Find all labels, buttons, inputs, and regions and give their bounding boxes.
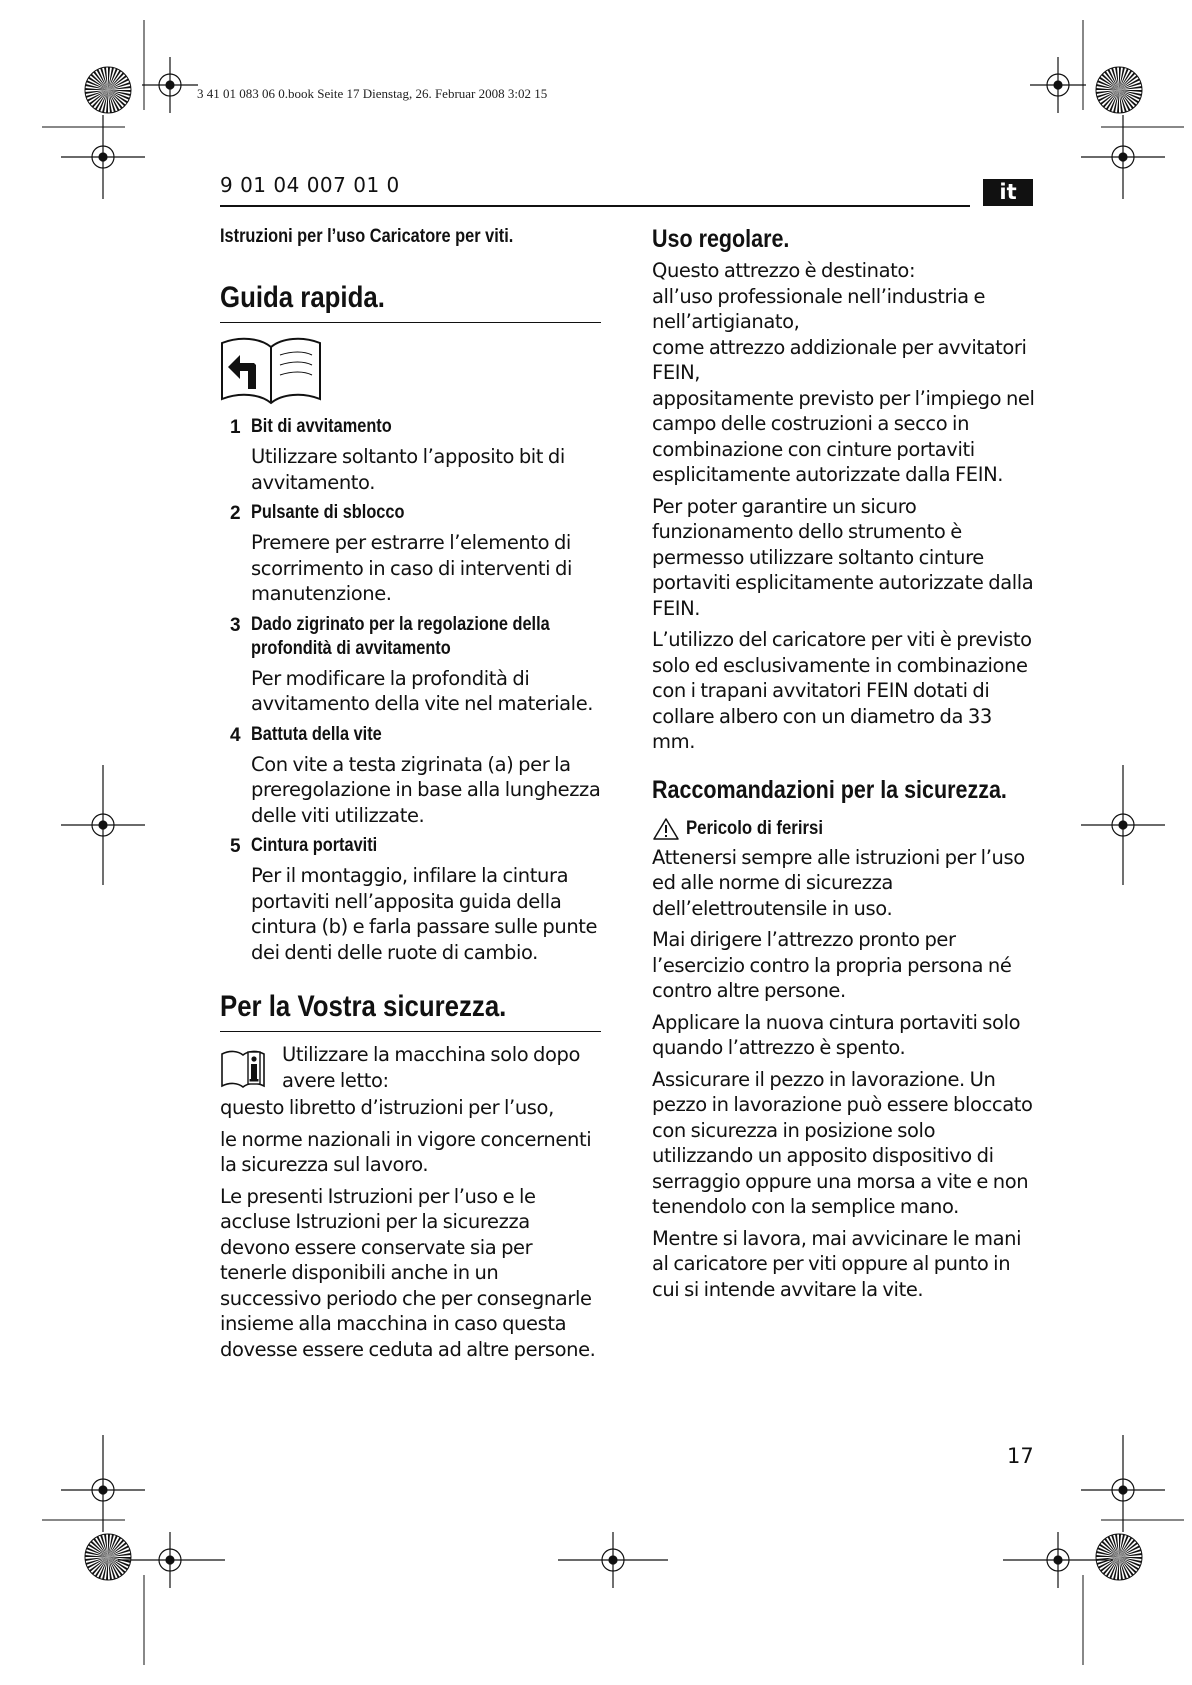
quick-guide-list <box>230 415 601 965</box>
starburst-mark <box>1096 67 1142 113</box>
safety-recommendation-paragraph: Mentre si lavora, mai avvicinare le mani al caricatore per viti oppure al punto in cui si intende avvitare la vite. <box>652 1226 1022 1301</box>
item-title: Battuta della vite <box>251 723 382 745</box>
list-item: 1 Bit di avvitamento Utilizzare soltanto l’apposito bit di avvitamento. <box>230 415 601 495</box>
safety-paragraph: le norme nazionali in vigore concernenti la sicurezza sul lavoro. <box>220 1127 592 1176</box>
quick-guide-rule <box>220 322 601 323</box>
safety-intro-text: Utilizzare la macchina solo dopo avere letto: <box>282 1043 581 1092</box>
intended-use-title: Uso regolare. <box>652 225 790 253</box>
item-description: Utilizzare soltanto l’apposito bit di avvitamento. <box>251 445 565 494</box>
document-subtitle: Istruzioni per l’uso Caricatore per viti. <box>220 226 514 247</box>
starburst-mark <box>85 67 131 113</box>
item-title: Cintura portaviti <box>251 835 378 856</box>
item-title: Dado zigrinato per la regolazione della profondità di avvitamento <box>251 613 550 659</box>
warning-heading <box>652 817 1038 841</box>
page-number: 17 <box>1007 1444 1034 1468</box>
intended-use-paragraph: Questo attrezzo è destinato: <box>652 259 916 282</box>
item-description: Per il montaggio, infilare la cintura portaviti nell’apposita guida della cintura (b) e farla passare sulle punte dei denti delle ruote di cambio. <box>251 864 598 964</box>
warning-title: Pericolo di ferirsi <box>686 817 824 839</box>
safety-title: Per la Vostra sicurezza. <box>220 990 507 1023</box>
safety-recommendation-paragraph: Assicurare il pezzo in lavorazione. Un pezzo in lavorazione può essere bloccato con sicurezza in posizione solo utilizzando un apposito dispositivo di serraggio oppure una morsa a vite e non tenendolo con la semplice mano. <box>652 1067 1033 1218</box>
safety-recommendation-paragraph: Attenersi sempre alle istruzioni per l’uso ed alle norme di sicurezza dell’elettroutensile in uso. <box>652 845 1025 920</box>
list-item: 3 Dado zigrinato per la regolazione della profondità di avvitamento Per modificare la profondità di avvitamento della vite nel materiale. <box>230 613 601 717</box>
safety-recommendation-paragraph: Mai dirigere l’attrezzo pronto per l’esercizio contro la propria persona né contro altre persone. <box>652 928 1012 1002</box>
item-description: Per modificare la profondità di avvitamento della vite nel materiale. <box>251 666 594 715</box>
intended-use-paragraph: L’utilizzo del caricatore per viti è previsto solo ed esclusivamente in combinazione con i trapani avvitatori FEIN dotati di collare albero con un diametro da 33 mm. <box>652 628 1032 753</box>
list-item: 5 Cintura portaviti Per il montaggio, infilare la cintura portaviti nell’apposita guida della cintura (b) e farla passare sulle punte dei denti delle ruote di cambio. <box>230 834 601 965</box>
intended-use-paragraph: Per poter garantire un sicuro funzionamento dello strumento è permesso utilizzare soltanto cinture portaviti esplicitamente autorizzate dalla FEIN. <box>652 494 1034 620</box>
intended-use-paragraph: all’uso professionale nell’industria e nell’artigianato, <box>652 284 986 333</box>
safety-paragraph: Le presenti Istruzioni per l’uso e le accluse Istruzioni per la sicurezza devono essere conservate sia per tenerle disponibili anche in un successivo periodo che per consegnarle insieme alla macchina in caso questa dovesse essere ceduta ad altre persone. <box>220 1184 596 1361</box>
starburst-mark <box>85 1534 131 1580</box>
safety-recommendation-paragraph: Applicare la nuova cintura portaviti solo quando l’attrezzo è spento. <box>652 1010 1021 1059</box>
item-description: Premere per estrarre l’elemento di scorrimento in caso di interventi di manutenzione. <box>251 531 572 605</box>
safety-intro <box>220 1042 601 1093</box>
manual-book-icon <box>220 333 324 405</box>
item-title: Pulsante di sblocco <box>251 502 405 523</box>
right-column <box>652 224 1038 1308</box>
header-rule <box>220 205 970 207</box>
list-item: 4 Battuta della vite Con vite a testa zigrinata (a) per la preregolazione in base alla lunghezza delle viti utilizzate. <box>230 723 601 827</box>
quick-guide-title: Guida rapida. <box>220 281 385 314</box>
safety-rule <box>220 1031 601 1032</box>
item-title: Bit di avvitamento <box>251 416 392 437</box>
intended-use-paragraph: appositamente previsto per l’impiego nel campo delle costruzioni a secco in combinazione con cinture portaviti esplicitamente autorizzate dalla FEIN. <box>652 386 1035 486</box>
list-item: 2 Pulsante di sblocco Premere per estrarre l’elemento di scorrimento in caso di interventi di manutenzione. <box>230 501 601 607</box>
info-manual-icon <box>220 1046 266 1090</box>
document-number: 9 01 04 007 01 0 <box>220 173 400 197</box>
safety-paragraph: questo libretto d’istruzioni per l’uso, <box>220 1096 554 1119</box>
print-info-line: 3 41 01 083 06 0.book Seite 17 Dienstag, 26. Februar 2008 3:02 15 <box>197 86 548 101</box>
warning-triangle-icon <box>652 817 680 841</box>
language-badge: it <box>983 179 1033 206</box>
starburst-mark <box>1096 1534 1142 1580</box>
item-description: Con vite a testa zigrinata (a) per la preregolazione in base alla lunghezza delle viti utilizzate. <box>251 752 601 827</box>
safety-recommendations-title: Raccomandazioni per la sicurezza. <box>652 775 1007 804</box>
left-column <box>220 224 601 1368</box>
intended-use-paragraph: come attrezzo addizionale per avvitatori FEIN, <box>652 335 1027 384</box>
